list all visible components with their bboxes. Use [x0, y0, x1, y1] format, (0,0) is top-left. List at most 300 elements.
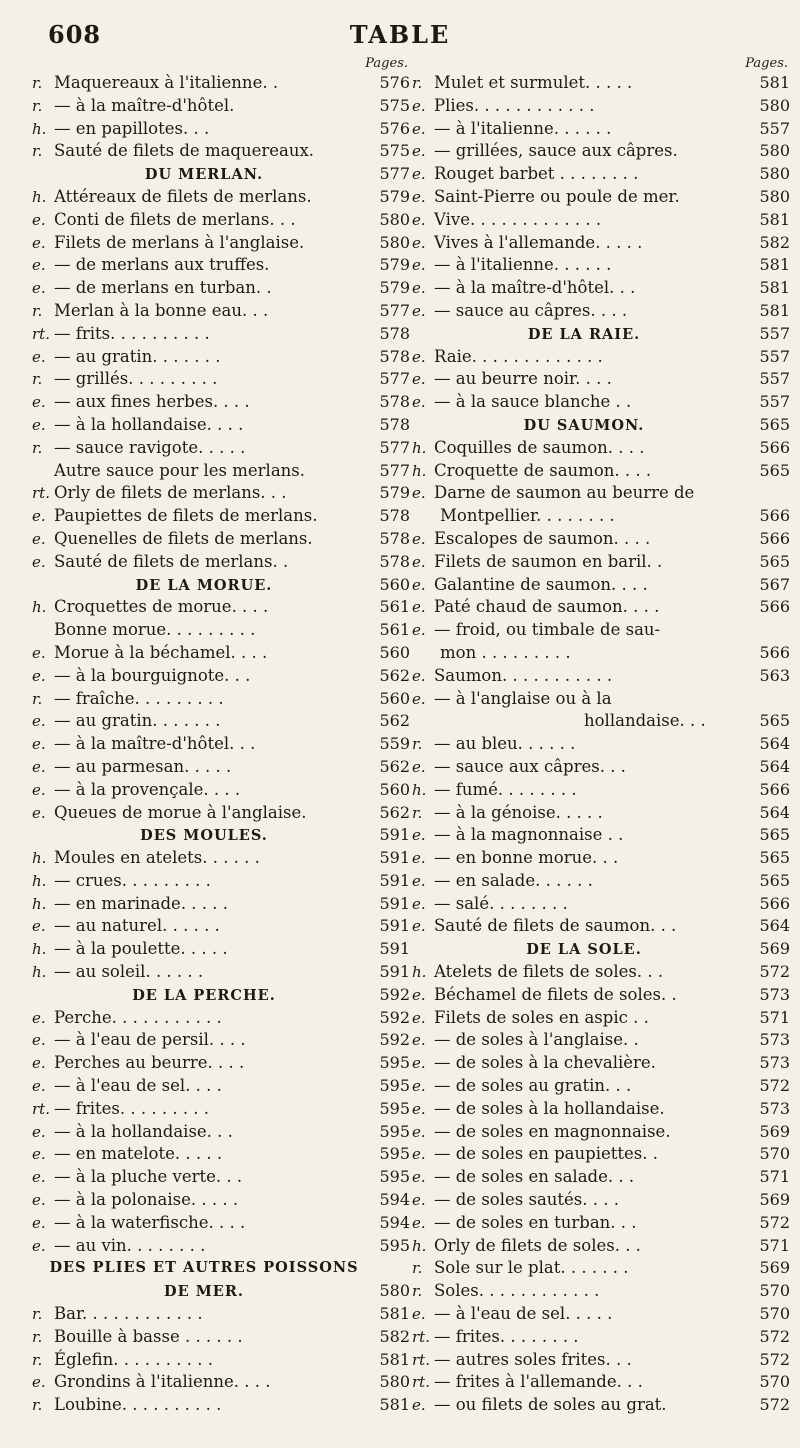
entry-code: h.: [32, 963, 47, 982]
index-entry: [32, 779, 410, 802]
index-entry: [32, 118, 410, 141]
entry-code: e.: [32, 529, 46, 548]
index-entry: [412, 277, 790, 300]
entry-text: — au gratin. . . . . . .: [54, 346, 221, 366]
entry-page-number: 562: [379, 711, 410, 731]
entry-page-number: 570: [759, 1144, 790, 1164]
entry-code: e.: [412, 1099, 426, 1118]
index-entry: [32, 1052, 410, 1075]
entry-text: — fumé. . . . . . . .: [434, 779, 577, 799]
index-entry: [32, 733, 410, 756]
entry-text: — à la génoise. . . . .: [434, 802, 603, 822]
entry-code: e.: [412, 187, 426, 206]
index-entry: [32, 1189, 410, 1212]
entry-text: Bar. . . . . . . . . . . .: [54, 1304, 203, 1324]
entry-code: e.: [412, 393, 426, 412]
entry-page-number: 595: [379, 1076, 410, 1096]
index-entry: [412, 1280, 790, 1303]
index-entry: [412, 528, 790, 551]
entry-text: — de soles en salade. . .: [434, 1167, 635, 1187]
entry-code: e.: [32, 233, 46, 252]
index-entry: [412, 1075, 790, 1098]
entry-code: h.: [412, 438, 427, 457]
entry-text: Paté chaud de saumon. . . .: [434, 597, 660, 617]
entry-text: — de soles sautés. . . .: [434, 1190, 619, 1210]
index-entry: [32, 1121, 410, 1144]
entry-text: — à l'italienne. . . . . .: [434, 118, 612, 138]
index-entry: [32, 437, 410, 460]
index-entry: [412, 300, 790, 323]
entry-code: rt.: [412, 1373, 430, 1392]
entry-page-number: 570: [759, 1281, 790, 1301]
entry-text: — en salade. . . . . .: [434, 870, 593, 890]
index-entry: [412, 915, 790, 938]
entry-code: e.: [32, 917, 46, 936]
index-entry: [32, 1098, 410, 1121]
index-entry: [412, 1121, 790, 1144]
entry-text: — de soles en turban. . .: [434, 1212, 637, 1232]
section-heading-text: DE LA MORUE.: [135, 576, 273, 594]
index-entry: [412, 574, 790, 597]
entry-page-number: 566: [759, 437, 790, 457]
index-entry: [32, 642, 410, 665]
index-entry: [412, 1007, 790, 1030]
entry-code: e.: [412, 1122, 426, 1141]
entry-page-number: 571: [759, 1167, 790, 1187]
index-entry: [412, 984, 790, 1007]
entry-code: r.: [32, 689, 43, 708]
index-entry: [412, 1326, 790, 1349]
entry-text: Orly de filets de merlans. . .: [54, 483, 287, 503]
entry-page-number: 571: [759, 1007, 790, 1027]
section-heading: [412, 323, 790, 346]
index-entry: [412, 209, 790, 232]
entry-page-number: 572: [759, 1212, 790, 1232]
entry-page-number: 578: [379, 346, 410, 366]
entry-text: Saumon. . . . . . . . . . .: [434, 665, 613, 685]
entry-text: — en matelote. . . . .: [54, 1144, 223, 1164]
entry-code: r.: [32, 142, 43, 161]
entry-page-number: 572: [759, 1349, 790, 1369]
entry-code: h.: [32, 849, 47, 868]
entry-text: — de soles au gratin. . .: [434, 1076, 632, 1096]
entry-page-number: 573: [759, 1098, 790, 1118]
entry-code: e.: [412, 1031, 426, 1050]
pages-column-label: Pages.: [365, 56, 408, 71]
index-entry: [32, 1394, 410, 1417]
entry-text: Maquereaux à l'italienne. .: [54, 73, 279, 92]
entry-code: e.: [412, 1305, 426, 1324]
entry-text: — de soles à la hollandaise.: [434, 1098, 665, 1118]
entry-code: e.: [32, 735, 46, 754]
index-entry: [32, 1303, 410, 1326]
entry-page-number: 562: [379, 802, 410, 822]
entry-text: hollandaise. . .: [584, 711, 706, 731]
entry-page-number: 579: [379, 186, 410, 206]
entry-page-number: 566: [759, 597, 790, 617]
entry-text: — fraîche. . . . . . . . .: [54, 688, 224, 708]
entry-code: r.: [32, 1305, 43, 1324]
entry-text: Montpellier. . . . . . . .: [440, 506, 615, 526]
entry-page-number: 592: [379, 984, 410, 1004]
section-heading: [32, 574, 410, 597]
index-entry: [412, 1257, 790, 1280]
entry-text: — à la maître-d'hôtel. . .: [54, 734, 256, 754]
entry-code: e.: [412, 279, 426, 298]
entry-code: e.: [32, 1008, 46, 1027]
section-heading-text: DES MOULES.: [140, 827, 268, 845]
entry-text: — autres soles frites. . .: [434, 1349, 632, 1369]
entry-code: e.: [32, 803, 46, 822]
entry-code: e.: [32, 757, 46, 776]
entry-code: rt.: [32, 484, 50, 503]
index-entry: [412, 505, 790, 528]
page-header: [30, 18, 770, 54]
entry-page-number: 581: [379, 1395, 410, 1415]
entry-text: Bonne morue. . . . . . . . .: [54, 620, 256, 640]
entry-text: — sauce aux câpres. . .: [434, 756, 626, 776]
entry-page-number: 572: [759, 1076, 790, 1096]
entry-text: Escalopes de saumon. . . .: [434, 528, 651, 548]
entry-code: e.: [412, 96, 426, 115]
entry-page-number: 581: [379, 1304, 410, 1324]
entry-page-number: 566: [759, 528, 790, 548]
entry-text: — sauce ravigote. . . . .: [54, 437, 246, 457]
entry-code: e.: [412, 598, 426, 617]
index-entry: [412, 893, 790, 916]
entry-code: h.: [412, 963, 427, 982]
index-entry: [412, 710, 790, 733]
index-entry: [32, 300, 410, 323]
entry-code: r.: [412, 1282, 423, 1301]
entry-text: — au vin. . . . . . . .: [54, 1235, 206, 1255]
entry-code: r.: [32, 1350, 43, 1369]
index-entry: [32, 1029, 410, 1052]
index-entry: [32, 140, 410, 163]
entry-page-number: 577: [379, 300, 410, 320]
index-entry: [32, 756, 410, 779]
entry-text: — frites. . . . . . . . .: [54, 1098, 210, 1118]
index-entry: [412, 779, 790, 802]
entry-page-number: 573: [759, 1030, 790, 1050]
entry-page-number: 565: [759, 551, 790, 571]
index-entry: [412, 756, 790, 779]
index-entry: [32, 802, 410, 825]
entry-page-number: 591: [379, 870, 410, 890]
entry-text: — de soles à la chevalière.: [434, 1053, 656, 1073]
entry-text: Galantine de saumon. . . .: [434, 574, 648, 594]
entry-code: r.: [32, 96, 43, 115]
entry-page-number: 581: [759, 73, 790, 92]
entry-page-number: 581: [759, 300, 790, 320]
entry-code: e.: [412, 849, 426, 868]
entry-page-number: 557: [759, 369, 790, 389]
index-entry: [32, 1371, 410, 1394]
index-entry: [412, 1394, 790, 1417]
entry-page-number: 557: [759, 323, 790, 343]
entry-text: Bouille à basse . . . . . .: [54, 1326, 243, 1346]
index-entry: [412, 1212, 790, 1235]
entry-page-number: 570: [759, 1304, 790, 1324]
entry-page-number: 595: [379, 1121, 410, 1141]
entry-page-number: 581: [379, 1349, 410, 1369]
section-heading-text: DU SAUMON.: [523, 416, 645, 434]
entry-text: — à la pluche verte. . .: [54, 1167, 243, 1187]
index-entry: [412, 551, 790, 574]
index-entry: [412, 1235, 790, 1258]
section-heading: [32, 1257, 410, 1280]
entry-text: Béchamel de filets de soles. .: [434, 984, 677, 1004]
entry-page-number: 576: [379, 73, 410, 92]
section-heading-text: DE LA RAIE.: [527, 325, 641, 343]
index-entry: [412, 619, 790, 642]
entry-text: — en papillotes. . .: [54, 118, 210, 138]
index-entry: [32, 414, 410, 437]
entry-code: e.: [412, 689, 426, 708]
section-heading-text: DE LA PERCHE.: [132, 986, 276, 1004]
index-entry: [32, 1212, 410, 1235]
entry-code: e.: [412, 1008, 426, 1027]
entry-page-number: 580: [379, 1372, 410, 1392]
entry-code: h.: [32, 119, 47, 138]
entry-code: e.: [412, 1396, 426, 1415]
entry-page-number: 570: [759, 1372, 790, 1392]
entry-page-number: 557: [759, 392, 790, 412]
index-entry: [32, 1166, 410, 1189]
entry-page-number: 578: [379, 323, 410, 343]
entry-page-number: 560: [379, 688, 410, 708]
entry-text: Grondins à l'italienne. . . .: [54, 1372, 271, 1392]
entry-text: — frites. . . . . . . .: [434, 1326, 579, 1346]
entry-code: e.: [32, 507, 46, 526]
entry-text: Perches au beurre. . . .: [54, 1053, 245, 1073]
pages-column-label: Pages.: [745, 56, 788, 71]
entry-page-number: 579: [379, 278, 410, 298]
index-entry: [32, 1143, 410, 1166]
entry-code: r.: [32, 1327, 43, 1346]
entry-text: Sauté de filets de saumon. . .: [434, 916, 677, 936]
entry-code: r.: [32, 438, 43, 457]
entry-page-number: 562: [379, 756, 410, 776]
entry-text: Sauté de filets de merlans. .: [54, 551, 289, 571]
entry-text: Attéreaux de filets de merlans.: [54, 186, 312, 206]
entry-page-number: 565: [759, 414, 790, 434]
entry-page-number: 581: [759, 278, 790, 298]
entry-page-number: 569: [759, 939, 790, 959]
entry-text: Autre sauce pour les merlans.: [54, 460, 306, 480]
entry-page-number: 595: [379, 1235, 410, 1255]
section-heading: [32, 984, 410, 1007]
index-column-left: [32, 56, 410, 1417]
index-entry: [412, 346, 790, 369]
entry-text: Merlan à la bonne eau. . .: [54, 300, 269, 320]
entry-code: e.: [412, 1191, 426, 1210]
index-entry: [412, 1166, 790, 1189]
index-entry: [32, 482, 410, 505]
entry-text: — sauce au câpres. . . .: [434, 300, 628, 320]
entry-page-number: 564: [759, 802, 790, 822]
entry-text: Églefin. . . . . . . . . .: [54, 1349, 213, 1369]
entry-page-number: 572: [759, 1326, 790, 1346]
section-heading-text: DE LA SOLE.: [526, 941, 642, 959]
entry-page-number: 565: [759, 870, 790, 890]
entry-page-number: 580: [379, 209, 410, 229]
index-entry: [32, 847, 410, 870]
entry-text: Plies. . . . . . . . . . . .: [434, 95, 595, 115]
index-entry: [412, 1371, 790, 1394]
index-entry: [32, 551, 410, 574]
index-entry: [32, 323, 410, 346]
index-entry: [32, 72, 410, 95]
entry-code: e.: [32, 1373, 46, 1392]
entry-code: e.: [412, 301, 426, 320]
entry-code: r.: [32, 301, 43, 320]
section-heading-text: DU MERLAN.: [144, 166, 264, 184]
entry-page-number: 569: [759, 1190, 790, 1210]
entry-page-number: 591: [379, 962, 410, 982]
entry-text: Croquette de saumon. . . .: [434, 460, 652, 480]
entry-page-number: 578: [379, 392, 410, 412]
entry-page-number: 566: [759, 893, 790, 913]
entry-text: Orly de filets de soles. . .: [434, 1235, 641, 1255]
index-entry: [412, 1098, 790, 1121]
entry-code: h.: [32, 871, 47, 890]
entry-page-number: 566: [759, 642, 790, 662]
entry-page-number: 566: [759, 779, 790, 799]
entry-page-number: 573: [759, 984, 790, 1004]
index-entry: [32, 619, 410, 642]
index-entry: [412, 163, 790, 186]
entry-code: e.: [412, 256, 426, 275]
section-heading: [32, 824, 410, 847]
entry-text: Vives à l'allemande. . . . .: [434, 232, 643, 252]
entry-page-number: 591: [379, 848, 410, 868]
index-entry: [32, 254, 410, 277]
entry-text: — froid, ou timbale de sau-: [434, 620, 661, 640]
entry-page-number: 591: [379, 893, 410, 913]
entry-text: Coquilles de saumon. . . .: [434, 437, 645, 457]
entry-text: — au bleu. . . . . .: [434, 734, 576, 754]
index-entry: [412, 140, 790, 163]
entry-page-number: 580: [759, 141, 790, 161]
index-entry: [412, 1303, 790, 1326]
index-entry: [412, 72, 790, 95]
entry-text: Morue à la béchamel. . . .: [54, 642, 268, 662]
entry-code: e.: [32, 256, 46, 275]
page-number: 608: [48, 20, 102, 49]
entry-text: — de merlans en turban. .: [54, 278, 272, 298]
entry-text: — ou filets de soles au grat.: [434, 1395, 667, 1415]
page-title: TABLE: [349, 20, 451, 49]
entry-page-number: 569: [759, 1258, 790, 1278]
entry-code: rt.: [412, 1350, 430, 1369]
entry-code: rt.: [32, 324, 50, 343]
entry-text: — à la provençale. . . .: [54, 779, 241, 799]
entry-page-number: 565: [759, 711, 790, 731]
entry-page-number: 577: [379, 437, 410, 457]
entry-code: e.: [412, 621, 426, 640]
entry-code: e.: [32, 1191, 46, 1210]
entry-text: — au gratin. . . . . . .: [54, 711, 221, 731]
entry-text: — aux fines herbes. . . .: [54, 392, 250, 412]
entry-page-number: 560: [379, 574, 410, 594]
entry-page-number: 595: [379, 1144, 410, 1164]
index-entry: [412, 688, 790, 711]
entry-page-number: 578: [379, 551, 410, 571]
entry-text: Atelets de filets de soles. . .: [434, 962, 664, 982]
index-entry: [412, 1029, 790, 1052]
entry-text: — de soles en magnonnaise.: [434, 1121, 671, 1141]
entry-code: e.: [412, 1213, 426, 1232]
index-entry: [32, 186, 410, 209]
index-entry: [412, 118, 790, 141]
entry-page-number: 595: [379, 1098, 410, 1118]
section-heading: [412, 938, 790, 961]
index-entry: [412, 391, 790, 414]
entry-text: Loubine. . . . . . . . . .: [54, 1395, 222, 1415]
index-entry: [32, 961, 410, 984]
entry-text: — à la hollandaise. . . .: [54, 414, 244, 434]
entry-code: e.: [32, 1031, 46, 1050]
index-entry: [412, 665, 790, 688]
entry-text: — de soles à l'anglaise. .: [434, 1030, 639, 1050]
entry-code: h.: [412, 461, 427, 480]
entry-text: — à l'eau de sel. . . .: [54, 1076, 222, 1096]
index-entry: [32, 1235, 410, 1258]
entry-code: e.: [32, 1122, 46, 1141]
entry-code: e.: [32, 279, 46, 298]
entry-code: rt.: [412, 1327, 430, 1346]
entry-text: — à la maître-d'hôtel. . .: [434, 278, 636, 298]
index-entry: [412, 802, 790, 825]
entry-page-number: 564: [759, 916, 790, 936]
entry-page-number: 562: [379, 665, 410, 685]
index-entry: [412, 186, 790, 209]
entry-text: Sole sur le plat. . . . . . .: [434, 1258, 629, 1278]
index-entry: [32, 1326, 410, 1349]
entry-page-number: 565: [759, 825, 790, 845]
entry-code: e.: [412, 529, 426, 548]
index-entry: [32, 1349, 410, 1372]
entry-code: e.: [32, 415, 46, 434]
section-heading-text: DES PLIES ET AUTRES POISSONS: [49, 1259, 359, 1277]
entry-code: e.: [32, 666, 46, 685]
entry-code: r.: [32, 370, 43, 389]
entry-text: — frits. . . . . . . . . .: [54, 323, 210, 343]
entry-text: Vive. . . . . . . . . . . . .: [434, 209, 602, 229]
entry-page-number: 591: [379, 939, 410, 959]
entry-page-number: 592: [379, 1007, 410, 1027]
index-entry: [412, 824, 790, 847]
entry-page-number: 566: [759, 506, 790, 526]
entry-code: e.: [412, 484, 426, 503]
entry-page-number: 559: [379, 734, 410, 754]
entry-page-number: 582: [379, 1326, 410, 1346]
index-entry: [32, 95, 410, 118]
index-entry: [412, 847, 790, 870]
entry-page-number: 579: [379, 255, 410, 275]
entry-text: — au soleil. . . . . .: [54, 962, 204, 982]
index-entry: [32, 277, 410, 300]
entry-page-number: 591: [379, 916, 410, 936]
entry-code: r.: [412, 1259, 423, 1278]
entry-code: e.: [412, 347, 426, 366]
entry-text: Croquettes de morue. . . .: [54, 597, 269, 617]
entry-code: e.: [412, 871, 426, 890]
entry-page-number: 580: [759, 95, 790, 115]
entry-code: h.: [32, 894, 47, 913]
index-entry: [32, 915, 410, 938]
